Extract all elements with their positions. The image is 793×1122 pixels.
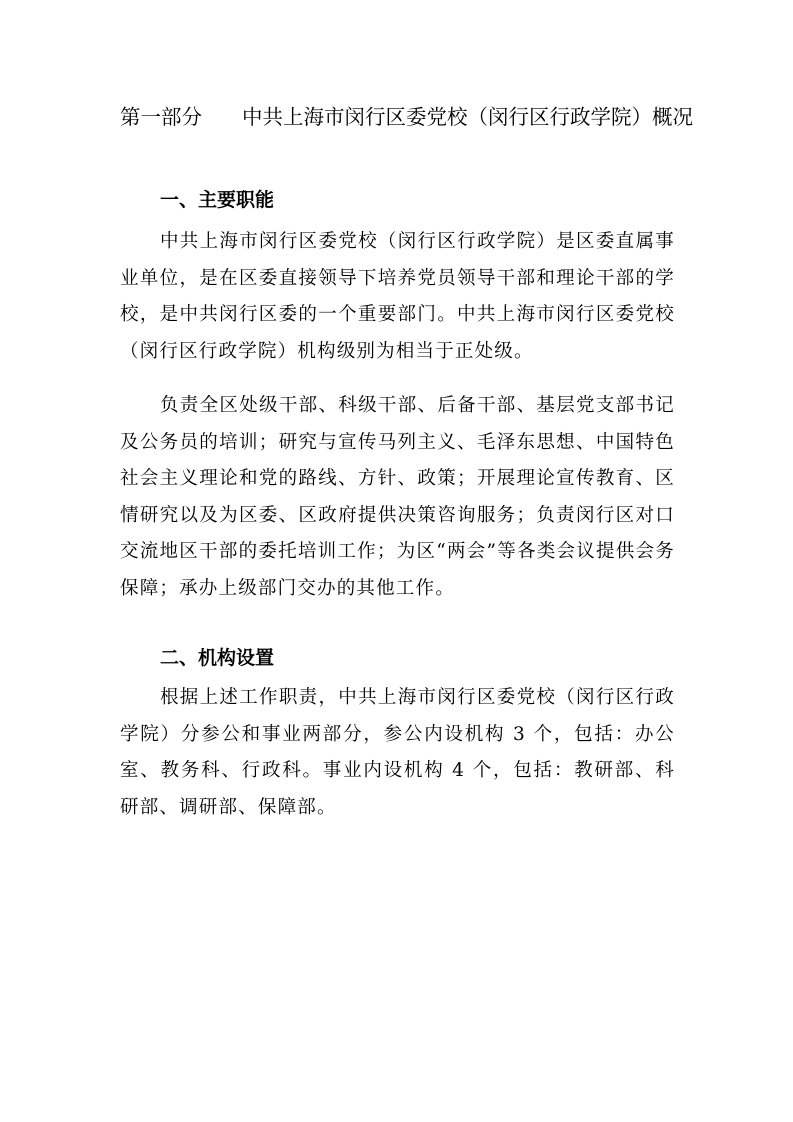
page-title [120,103,700,131]
title-org-name: 中共上海市闵行区委党校（闵行区行政学院）概况 [242,105,693,129]
paragraph-functions-intro: 中共上海市闵行区委党校（闵行区行政学院）是区委直属事业单位，是在区委直接领导下培养党员领导干部和理论干部的学校，是中共闵行区委的一个重要部门。中共上海市闵行区委党校（闵行区行政学院）机构级别为相当于正处级。 [120,231,675,362]
section-heading-main-functions: 一、主要职能 [160,189,275,211]
title-part-label: 第一部分 [120,105,202,129]
paragraph-functions-duties: 负责全区处级干部、科级干部、后备干部、基层党支部书记及公务员的培训；研究与宣传马列主义、毛泽东思想、中国特色社会主义理论和党的路线、方针、政策；开展理论宣传教育、区情研究以及为区委、区政府提供决策咨询服务；负责闵行区对口交流地区干部的委托培训工作；为区“两会”等各类会议提供会务保障；承办上级部门交办的其他工作。 [120,395,675,599]
paragraph-organization-setup: 根据上述工作职责，中共上海市闵行区委党校（闵行区行政学院）分参公和事业两部分，参公内设机构 3 个，包括：办公室、教务科、行政科。事业内设机构 4 个，包括：教研部、科研部、调研部、保障部。 [120,687,675,818]
section-heading-organization: 二、机构设置 [160,647,275,669]
